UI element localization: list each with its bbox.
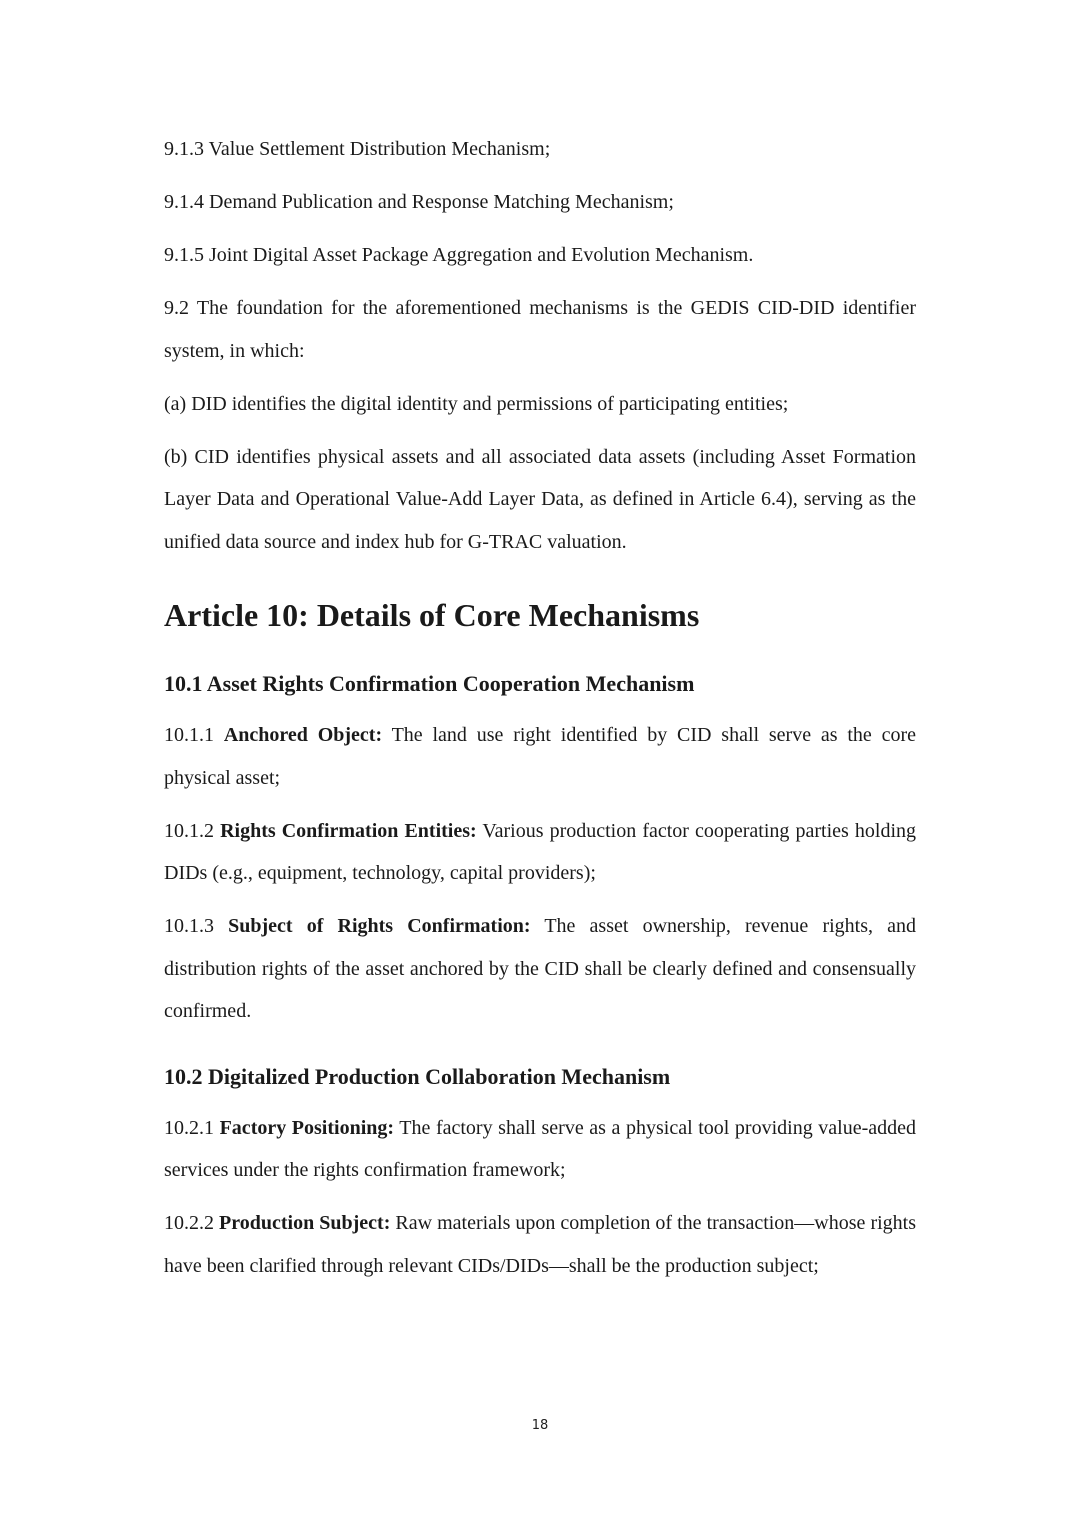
clause-text: The land use right identified by CID shall serve as the core physical asset;: [164, 724, 917, 789]
clause-9-2-b: (b) CID identifies physical assets and all associated data assets (including Asset Formation Layer Data and Operational Value-Add Layer Data, as defined in Article 6.4), serving as the unified data source and index hub for G-TRAC valuation.: [164, 445, 916, 553]
page-content: [164, 128, 916, 1298]
page-number: 18: [531, 1418, 549, 1433]
clause-number: 10.1.1: [164, 724, 214, 746]
clause-10-1-1: [164, 714, 916, 799]
clause-9-1-5: 9.1.5 Joint Digital Asset Package Aggregation and Evolution Mechanism.: [164, 244, 754, 266]
clause-10-1-3: [164, 905, 916, 1033]
clause-term: Production Subject:: [219, 1212, 391, 1234]
clause-10-2-1: [164, 1107, 916, 1192]
section-10-1-title: 10.1 Asset Rights Confirmation Cooperation Mechanism: [164, 671, 695, 696]
clause-text: The factory shall serve as a physical tool providing value-added services under the rights confirmation framework;: [164, 1116, 917, 1181]
clause-number: 10.2.2: [164, 1212, 214, 1234]
clause-term: Subject of Rights Confirmation:: [228, 915, 531, 937]
clause-9-1-4: 9.1.4 Demand Publication and Response Matching Mechanism;: [164, 191, 674, 213]
clause-term: Anchored Object:: [223, 724, 383, 746]
clause-text: Raw materials upon completion of the transaction—whose rights have been clarified through relevant CIDs/DIDs—shall be the production subject;: [164, 1212, 916, 1277]
clause-term: Factory Positioning:: [219, 1116, 395, 1139]
clause-number: 10.1.3: [164, 915, 214, 937]
clause-number: 10.1.2: [164, 819, 214, 842]
clause-number: 10.2.1: [164, 1116, 214, 1139]
section-10-2-title: 10.2 Digitalized Production Collaboration Mechanism: [164, 1063, 671, 1089]
article-10-title: Article 10: Details of Core Mechanisms: [164, 597, 700, 633]
clause-term: Rights Confirmation Entities:: [220, 819, 477, 842]
clause-10-1-2: [164, 810, 916, 895]
clause-9-2-a: (a) DID identifies the digital identity and permissions of participating entities;: [164, 392, 789, 415]
clause-10-2-2: [164, 1202, 916, 1287]
clause-text: Various production factor cooperating parties holding DIDs (e.g., equipment, technology, capital providers);: [164, 819, 917, 884]
clause-text: The asset ownership, revenue rights, and distribution rights of the asset anchored by the CID shall be clearly defined and consensually confirmed.: [164, 915, 917, 1022]
clause-9-2: 9.2 The foundation for the aforementioned mechanisms is the GEDIS CID-DID identifier system, in which:: [164, 297, 916, 362]
clause-9-1-3: 9.1.3 Value Settlement Distribution Mechanism;: [164, 138, 551, 160]
